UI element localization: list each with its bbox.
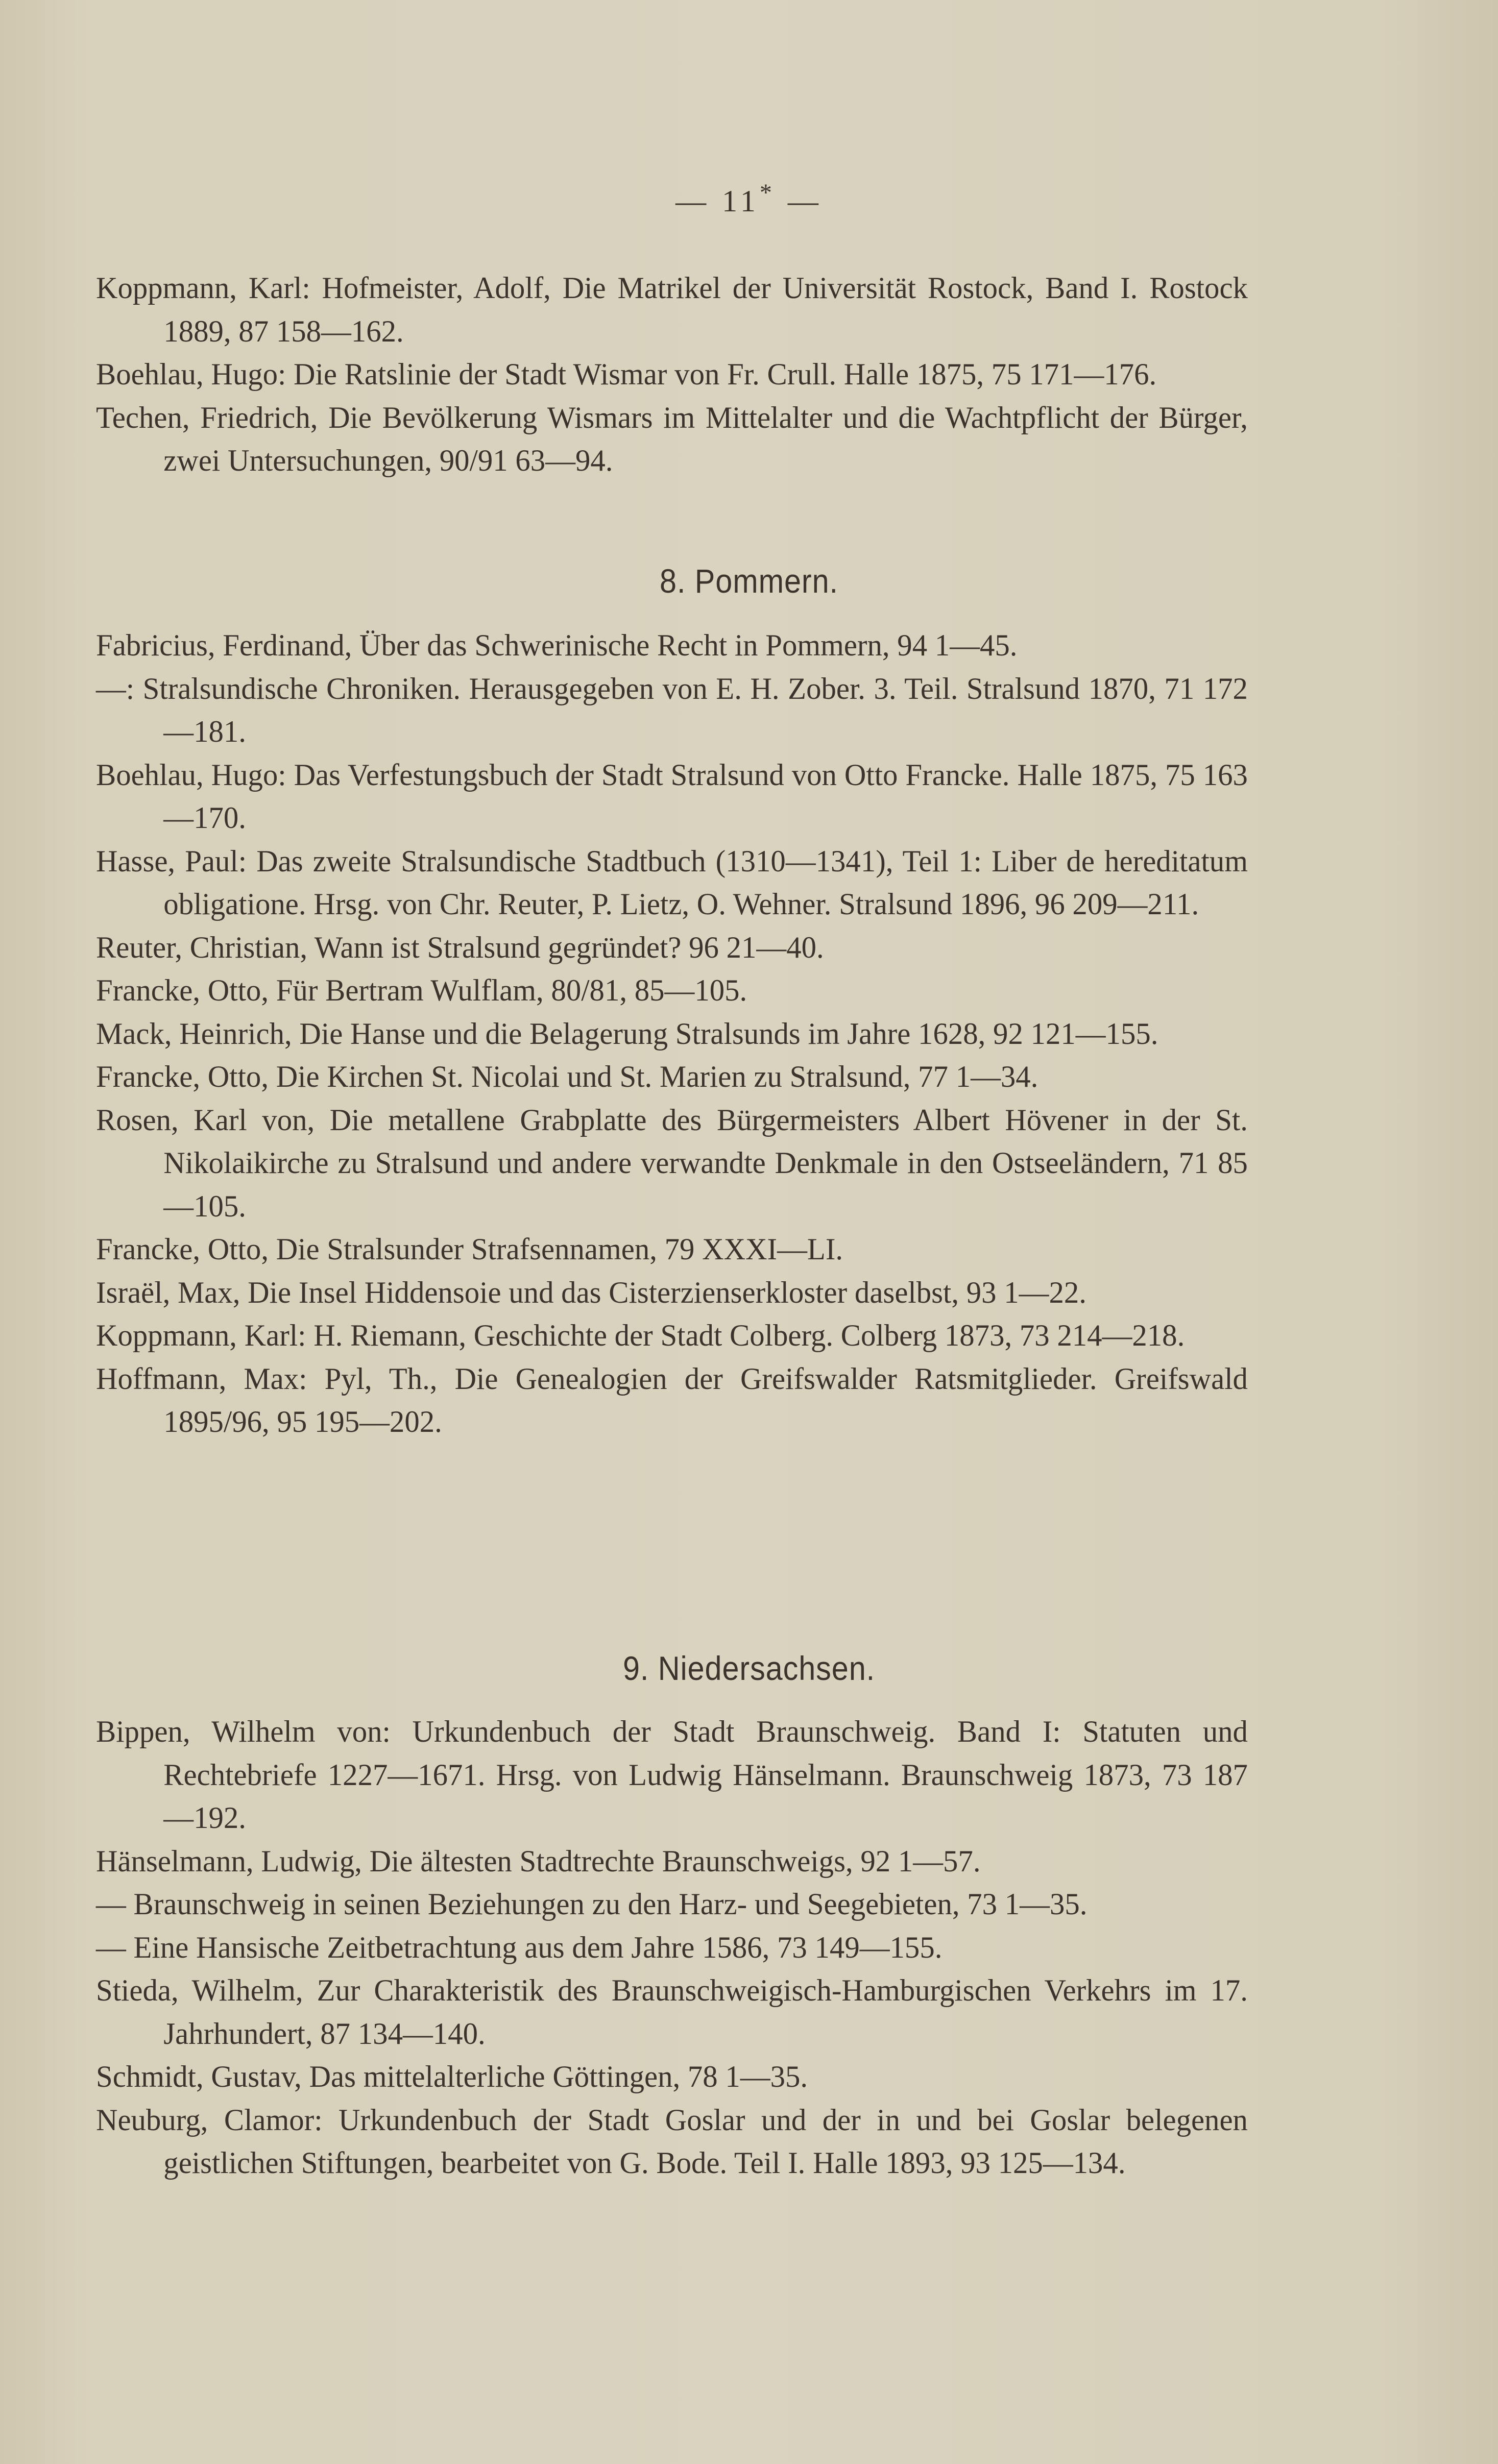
- bibliography-entry: Fabricius, Ferdinand, Über das Schwerinische Recht in Pommern, 94 1—45.: [96, 628, 1018, 662]
- bibliography-entry: Boehlau, Hugo: Das Verfestungsbuch der Stadt Stralsund von Otto Francke. Halle 1875, 75 163—170.: [96, 758, 1248, 835]
- bibliography-entry: Techen, Friedrich, Die Bevölkerung Wismars im Mittelalter und die Wachtpflicht der Bürger, zwei Untersuchungen, 90/91 63—94.: [96, 400, 1248, 477]
- section-heading: 9. Niedersachsen.: [622, 1649, 876, 1687]
- bibliography-entry: Koppmann, Karl: H. Riemann, Geschichte der Stadt Colberg. Colberg 1873, 73 214—218.: [96, 1319, 1185, 1352]
- page-number-mark: *: [759, 179, 776, 206]
- bibliography-entry: Francke, Otto, Für Bertram Wulflam, 80/81, 85—105.: [96, 973, 747, 1007]
- bibliography-entry: Boehlau, Hugo: Die Ratslinie der Stadt Wismar von Fr. Crull. Halle 1875, 75 171—176.: [96, 357, 1157, 391]
- bibliography-entry: Hänselmann, Ludwig, Die ältesten Stadtrechte Braunschweigs, 92 1—57.: [96, 1844, 981, 1878]
- intro-entries: [96, 266, 1248, 482]
- page-number-value: 11: [722, 184, 760, 218]
- bibliography-entry: Hasse, Paul: Das zweite Stralsundische Stadtbuch (1310—1341), Teil 1: Liber de hereditatum obligatione. Hrsg. von Chr. Reuter, P. Lietz, O. Wehner. Stralsund 1896, 96 209—211.: [96, 844, 1248, 921]
- bibliography-entry: —: Stralsundische Chroniken. Herausgegeben von E. H. Zober. 3. Teil. Stralsund 1870, 71 172—181.: [96, 671, 1248, 748]
- bibliography-entry: Neuburg, Clamor: Urkundenbuch der Stadt Goslar und der in und bei Goslar belegenen geistlichen Stiftungen, bearbeitet von G. Bode. Teil I. Halle 1893, 93 125—134.: [96, 2103, 1248, 2180]
- bibliography-entry: Rosen, Karl von, Die metallene Grabplatte des Bürgermeisters Albert Hövener in der St. Nikolaikirche zu Stralsund und andere verwandte Denkmale in den Ostseeländern, 71 85—105.: [96, 1103, 1248, 1223]
- bibliography-entry: Hoffmann, Max: Pyl, Th., Die Genealogien der Greifswalder Ratsmitglieder. Greifswald 1895/96, 95 195—202.: [96, 1361, 1248, 1438]
- bibliography-entry: Koppmann, Karl: Hofmeister, Adolf, Die Matrikel der Universität Rostock, Band I. Rostock 1889, 87 158—162.: [96, 271, 1248, 348]
- section-heading-niedersachsen: [0, 1649, 1498, 1688]
- bibliography-entry: Israël, Max, Die Insel Hiddensoie und das Cisterzienserkloster daselbst, 93 1—22.: [96, 1275, 1086, 1309]
- section-pommern-entries: [96, 624, 1248, 1444]
- bibliography-entry: — Eine Hansische Zeitbetrachtung aus dem Jahre 1586, 73 149—155.: [96, 1930, 943, 1964]
- page-number-dash-right: —: [787, 184, 823, 218]
- bibliography-entry: Francke, Otto, Die Kirchen St. Nicolai und St. Marien zu Stralsund, 77 1—34.: [96, 1060, 1038, 1093]
- bibliography-entry: Reuter, Christian, Wann ist Stralsund gegründet? 96 21—40.: [96, 930, 824, 964]
- page-number-dash-left: —: [675, 184, 711, 218]
- bibliography-entry: Francke, Otto, Die Stralsunder Strafsennamen, 79 XXXI—LI.: [96, 1232, 843, 1266]
- bibliography-entry: — Braunschweig in seinen Beziehungen zu den Harz- und Seegebieten, 73 1—35.: [96, 1887, 1088, 1921]
- bibliography-entry: Mack, Heinrich, Die Hanse und die Belagerung Stralsunds im Jahre 1628, 92 121—155.: [96, 1016, 1158, 1051]
- bibliography-entry: Stieda, Wilhelm, Zur Charakteristik des Braunschweigisch-Hamburgischen Verkehrs im 17. Jahrhundert, 87 134—140.: [96, 1973, 1248, 2051]
- bibliography-entry: Bippen, Wilhelm von: Urkundenbuch der Stadt Braunschweig. Band I: Statuten und Rechtebriefe 1227—1671. Hrsg. von Ludwig Hänselmann. Braunschweig 1873, 73 187—192.: [96, 1715, 1248, 1835]
- bibliography-entry: Schmidt, Gustav, Das mittelalterliche Göttingen, 78 1—35.: [96, 2060, 808, 2093]
- page-number: [0, 179, 1498, 219]
- section-heading-pommern: [0, 562, 1498, 600]
- section-heading: 8. Pommern.: [660, 562, 838, 600]
- section-niedersachsen-entries: [96, 1710, 1248, 2185]
